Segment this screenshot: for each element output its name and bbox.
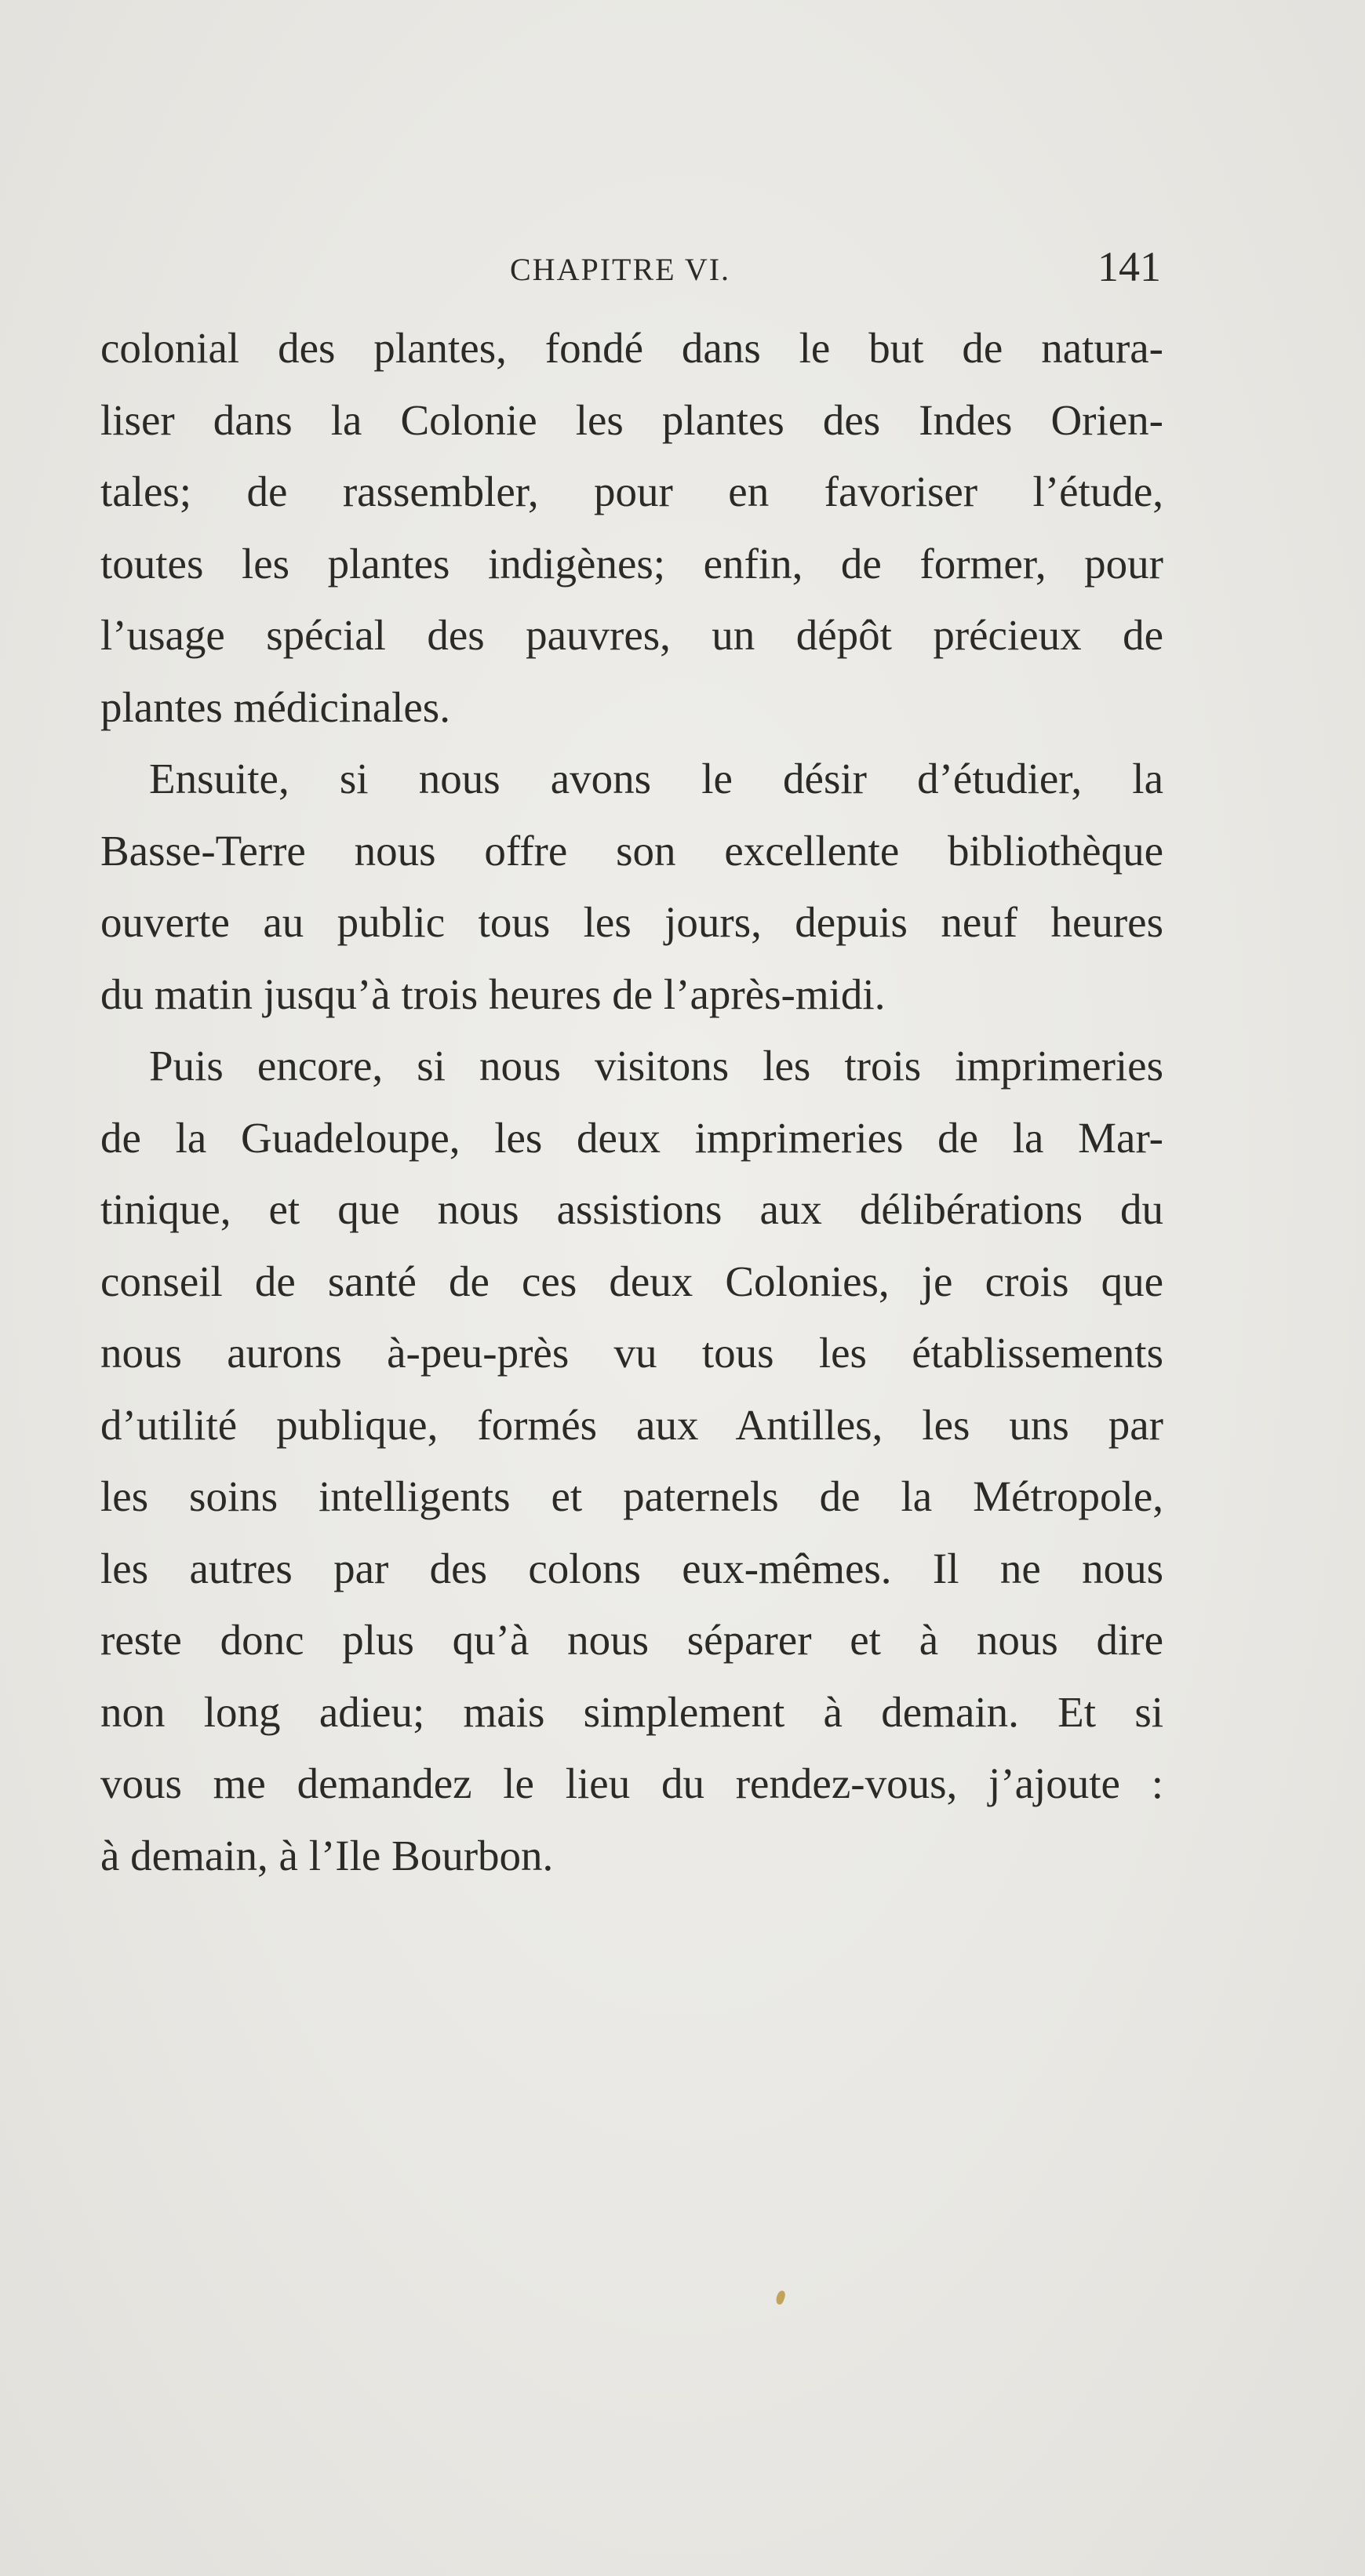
text-line: ouverte au public tous les jours, depuis neuf heures [100, 898, 1163, 946]
text-line: colonial des plantes, fondé dans le but de natura- [100, 324, 1163, 372]
page-number: 141 [1097, 243, 1161, 290]
text-line: Puis encore, si nous visitons les trois imprimeries [149, 1042, 1163, 1090]
paragraph-3 [100, 1030, 1163, 1891]
text-line: non long adieu; mais simplement à demain. Et si [100, 1687, 1163, 1736]
text-line: nous aurons à-peu-près vu tous les établissements [100, 1329, 1163, 1377]
text-line: du matin jusqu’à trois heures de l’après-midi. [100, 970, 886, 1018]
text-line: d’utilité publique, formés aux Antilles, les uns par [100, 1400, 1163, 1449]
text-line: vous me demandez le lieu du rendez-vous, j’ajoute : [100, 1759, 1163, 1807]
text-line: Ensuite, si nous avons le désir d’étudier, la [149, 755, 1163, 802]
text-line: de la Guadeloupe, les deux imprimeries de la Mar- [100, 1113, 1163, 1162]
paragraph-2 [100, 743, 1163, 1030]
text-line: tinique, et que nous assistions aux délibérations du [100, 1185, 1163, 1233]
text-line: les autres par des colons eux-mêmes. Il ne nous [100, 1544, 1163, 1592]
text-line: plantes médicinales. [100, 682, 450, 731]
text-line: toutes les plantes indigènes; enfin, de former, pour [100, 539, 1163, 588]
text-line: conseil de santé de ces deux Colonies, je crois que [100, 1257, 1163, 1305]
paragraph-1 [100, 312, 1163, 743]
body-text [100, 312, 1163, 1891]
running-head [102, 235, 1161, 298]
paper-speck [774, 2290, 787, 2305]
text-line: l’usage spécial des pauvres, un dépôt précieux de [100, 611, 1163, 659]
text-line: à demain, à l’Ile Bourbon. [100, 1831, 554, 1879]
chapter-title: CHAPITRE VI. [510, 252, 731, 287]
text-line: les soins intelligents et paternels de la Métropole, [100, 1472, 1163, 1520]
text-line: liser dans la Colonie les plantes des Indes Orien- [100, 395, 1163, 444]
text-line: Basse-Terre nous offre son excellente bibliothèque [100, 826, 1163, 875]
text-line: tales; de rassembler, pour en favoriser l’étude, [100, 468, 1163, 515]
text-line: reste donc plus qu’à nous séparer et à nous dire [100, 1616, 1163, 1664]
